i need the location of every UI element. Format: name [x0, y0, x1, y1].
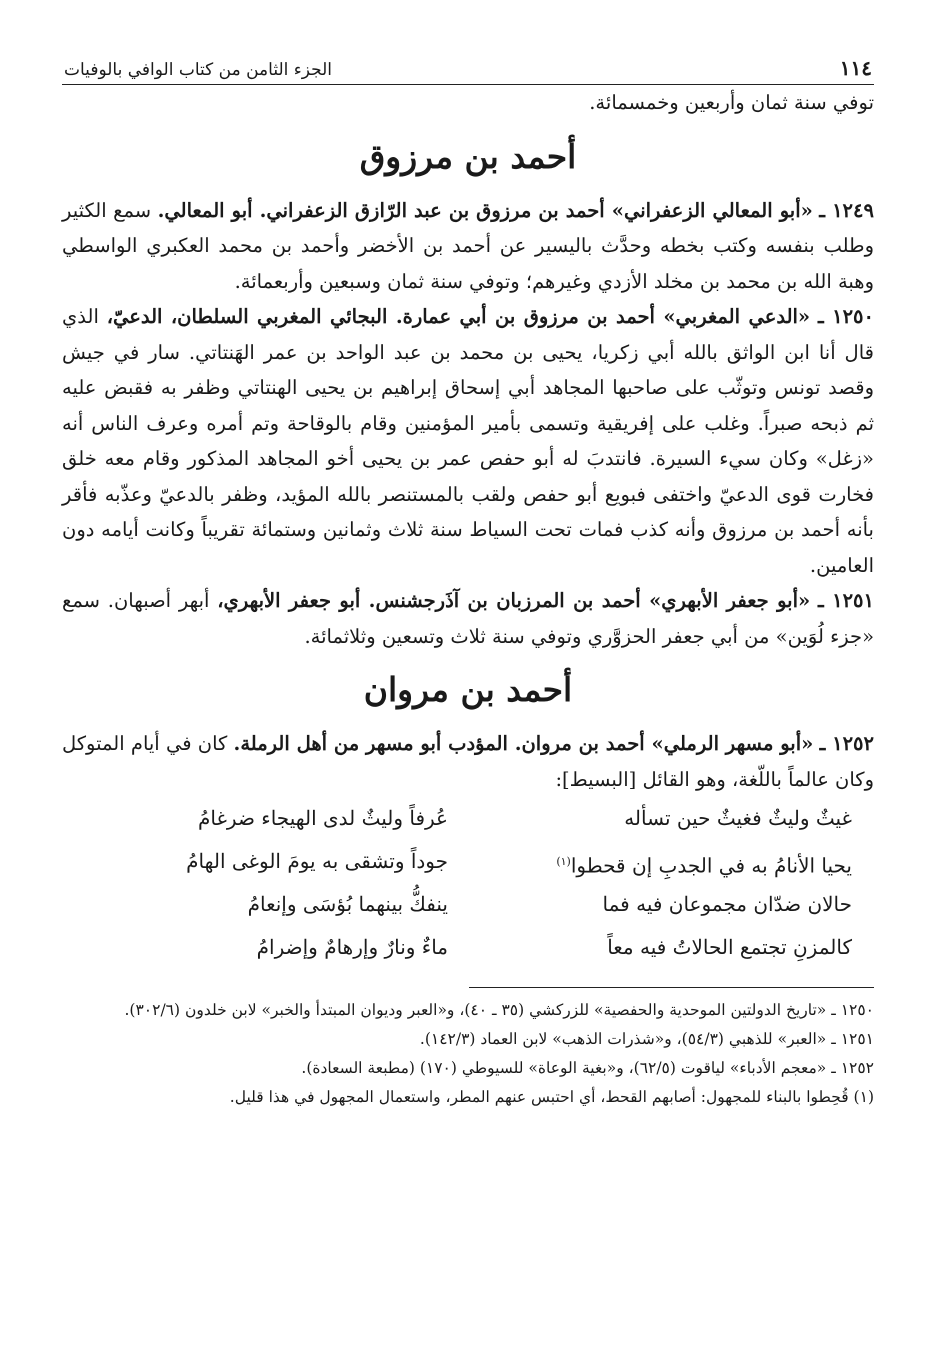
footnote-marker: (١) — [556, 855, 571, 868]
entry-heading: «أبو مسهر الرملي» أحمد بن مروان. المؤدب أبو مسهر من أهل الرملة. — [233, 732, 814, 755]
entry-text: كان في أيام المتوكل وكان عالماً باللّغة، وهو القائل [البسيط]: — [62, 732, 874, 791]
footnote: ١٢٥٠ ـ «تاريخ الدولتين الموحدية والحفصية» للزركشي (٣٥ ـ ٤٠)، و«العبر وديوان المبتدأ والخبر» لابن خلدون (٣٠٢/٦). — [124, 1001, 874, 1019]
entry-1250 — [62, 299, 874, 583]
running-title: الجزء الثامن من كتاب الوافي بالوفيات — [64, 60, 332, 80]
entry-heading: «أبو جعفر الأبهري» أحمد بن المرزبان بن آذَرجشنس. أبو جعفر الأبهري، — [217, 589, 811, 612]
entry-text: الذي قال أنا ابن الواثق بالله أبي زكريا، يحيى بن محمد بن عبد الواحد بن عمر الهَنتاتي. سار في جيش وقصد تونس وتوثّب على صاحبها المجاهد أبي إسحاق إبراهيم بن يحيى الهنتاتي وظفر به فقبض عليه ثم ذبحه صبراً. وغلب على إفريقية وتسمى بأمير المؤمنين وقام بالوقاحة وتم أمره وعرف الناس أنه «زغل» وكان سيء السيرة. فانتدبَ له أبو حفص عمر بن يحيى أخو المجاهد المذكور وقام معه خلق فخارت قوى الدعيّ واختفى فبويع أبو حفص ولقب بالمستنصر بالله المؤيد، وظفر بالدعيّ وعذّبه فأقر بأنه أحمد بن مرزوق وأنه كذب فمات تحت السياط سنة ثلاث وثمانين وستمائة تقريباً وكانت أيامه دون العامين. — [62, 305, 874, 577]
entry-1249 — [62, 193, 874, 300]
entry-1252 — [62, 726, 874, 797]
poem-verse — [62, 840, 874, 883]
verse-second-hemistich: ماءٌ ونارٌ وإرهامٌ وإضرامُ — [256, 935, 448, 959]
poem — [62, 797, 874, 969]
verse-second-hemistich: ينفكُّ بينهما بُؤسَى وإنعامُ — [247, 892, 448, 916]
verse-text: يحيا الأنامُ به في الجدبِ إن قحطوا — [570, 853, 852, 878]
footnote-rule — [469, 987, 874, 988]
entry-number: ١٢٤٩ ـ — [819, 198, 874, 222]
footnote: ١٢٥١ ـ «العبر» للذهبي (٥٤/٣)، و«شذرات الذهب» لابن العماد (١٤٢/٣). — [419, 1030, 874, 1048]
entry-text: سمع الكثير وطلب بنفسه وكتب بخطه وحدَّث باليسير عن أحمد بن الأخضر وأحمد بن محمد العكبري الواسطي وهبة الله بن محمد بن مخلد الأزدي وغيرهم؛ وتوفي سنة ثمان وسبعين وأربعمائة. — [62, 198, 874, 293]
entry-heading: «الدعي المغربي» أحمد بن مرزوق بن أبي عمارة. البجائي المغربي السلطان، الدعيّ، — [106, 305, 811, 328]
poem-verse — [62, 883, 874, 926]
verse-first-hemistich: كالمزنِ تجتمع الحالاتُ فيه معاً — [607, 935, 852, 959]
section-title: أحمد بن مرزوق — [359, 136, 577, 176]
verse-first-hemistich: حالان ضدّان مجموعان فيه فما — [602, 892, 852, 916]
entry-1251 — [62, 583, 874, 654]
poem-verse — [62, 926, 874, 969]
entry-text: أبهر أصبهان. سمع «جزء لُوَين» من أبي جعفر الحزوَّري وتوفي سنة ثلاث وتسعين وثلاثمائة. — [62, 589, 874, 648]
continuation-text: توفي سنة ثمان وأربعين وخمسمائة. — [589, 91, 874, 114]
running-header — [62, 40, 874, 85]
verse-second-hemistich: جوداً وتشقى به يومَ الوغى الهامُ — [186, 849, 448, 873]
footnote: ١٢٥٢ ـ «معجم الأدباء» لياقوت (٦٢/٥)، و«بغية الوعاة» للسيوطي (١٧٠) (مطبعة السعادة). — [301, 1059, 874, 1077]
book-page — [62, 40, 874, 1340]
footnote: (١) قُحِطوا بالبناء للمجهول: أصابهم القحط، أي احتبس عنهم المطر، واستعمال المجهول في هذا قليل. — [229, 1088, 874, 1106]
entry-number: ١٢٥٠ ـ — [817, 305, 874, 328]
entry-heading: «أبو المعالي الزعفراني» أحمد بن مرزوق بن عبد الرّازق الزعفراني. أبو المعالي. — [157, 198, 813, 222]
page-number: ١١٤ — [839, 56, 872, 80]
entry-number: ١٢٥١ ـ — [818, 589, 874, 612]
footnotes — [62, 996, 874, 1112]
verse-first-hemistich: غيثٌ وليثٌ فغيثٌ حين تسأله — [624, 806, 852, 830]
verse-first-hemistich — [472, 840, 852, 883]
verse-second-hemistich: عُرفاً وليثٌ لدى الهيجاء ضرغامُ — [198, 806, 448, 830]
page-body — [62, 85, 874, 1112]
section-title: أحمد بن مروان — [363, 670, 573, 709]
poem-verse — [62, 797, 874, 840]
entry-number: ١٢٥٢ ـ — [819, 732, 874, 755]
